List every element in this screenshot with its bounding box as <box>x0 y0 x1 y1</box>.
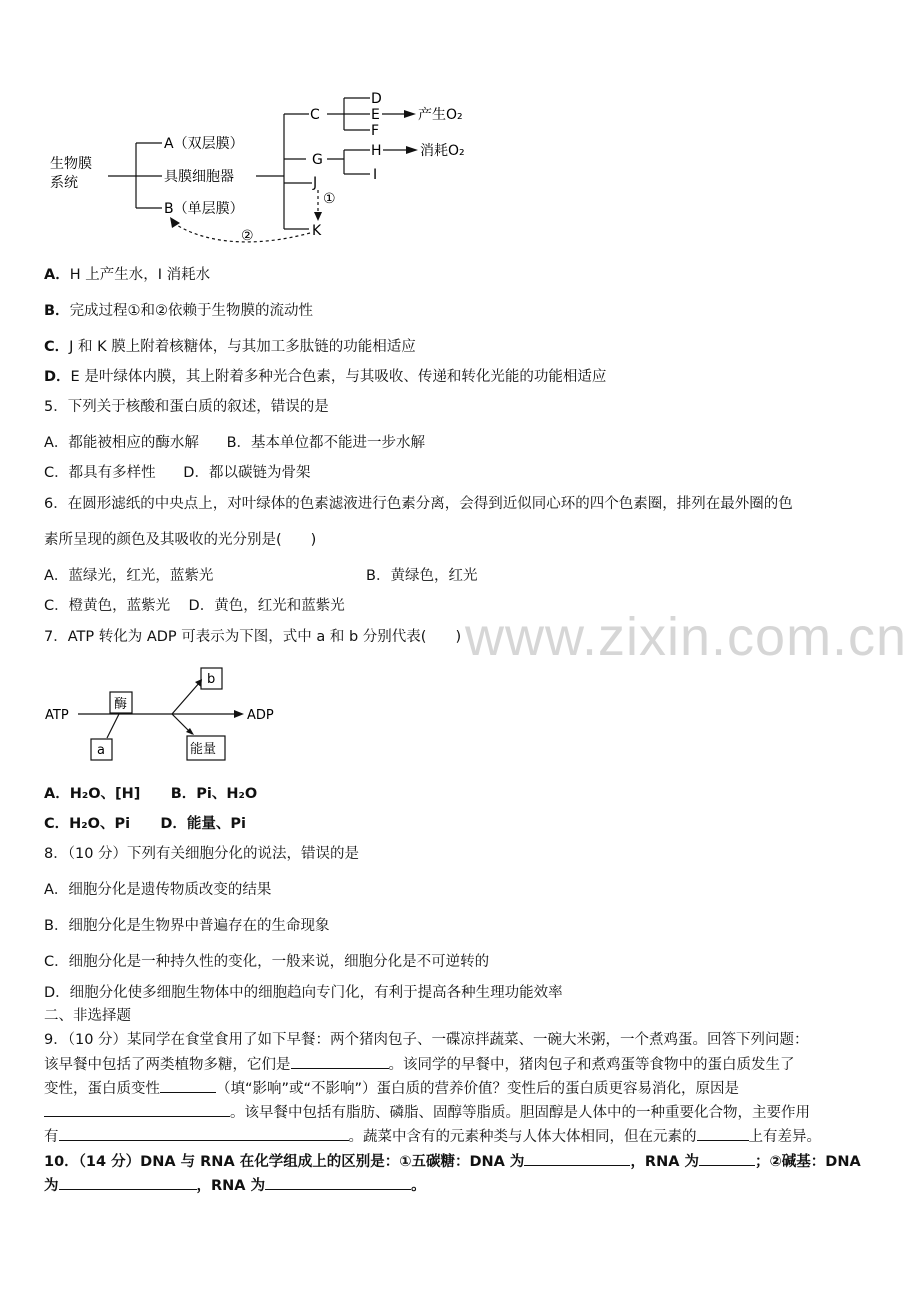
biomembrane-diagram <box>44 86 494 251</box>
node-h: H <box>371 143 382 159</box>
energy-label: 能量 <box>190 742 217 757</box>
section-2-heading: 二、非选择题 <box>44 1008 131 1024</box>
blank-cholesterol[interactable] <box>59 1126 349 1141</box>
node-g: G <box>312 152 323 168</box>
q8-stem: 8．（10 分）下列有关细胞分化的说法，错误的是 <box>44 846 360 862</box>
blank-element-content[interactable] <box>697 1126 749 1141</box>
q4-option-a: A．H 上产生水，I 消耗水 <box>44 267 211 283</box>
q9-line-2: 该早餐中包括了两类植物多糖，它们是 。该同学的早餐中，猪肉包子和煮鸡蛋等食物中的蛋白质发生了 <box>44 1054 795 1075</box>
blank-dna-sugar[interactable] <box>524 1151 630 1166</box>
step-2-label: ② <box>241 228 254 244</box>
atp-label: ATP <box>45 708 69 723</box>
node-f: F <box>371 123 380 139</box>
blank-dna-bases[interactable] <box>59 1175 197 1190</box>
atp-diagram <box>44 664 294 769</box>
b-label: b <box>207 672 216 687</box>
q6-option-a: A．蓝绿光，红光，蓝紫光 <box>44 568 214 584</box>
node-b: B（单层膜） <box>164 201 244 217</box>
q8-option-d: D．细胞分化使多细胞生物体中的细胞趋向专门化，有利于提高各种生理功能效率 <box>44 985 563 1001</box>
node-d: D <box>371 91 382 107</box>
q9-line-4: 。该早餐中包括有脂肪、磷脂、固醇等脂质。胆固醇是人体中的一种重要化合物，主要作用 <box>44 1102 810 1123</box>
node-j: J <box>313 175 318 191</box>
q7-options-1: A．H₂O、[H] B．Pi、H₂O <box>44 786 258 802</box>
node-e: E <box>371 107 380 123</box>
q6-option-b: B．黄绿色，红光 <box>366 568 478 584</box>
root-label-line1: 生物膜 <box>50 156 92 172</box>
q5-options-2: C．都具有多样性 D．都以碳链为骨架 <box>44 465 311 481</box>
root-label-line2: 系统 <box>50 175 78 191</box>
node-i: I <box>373 167 378 183</box>
o2-consume-label: 消耗O₂ <box>420 143 465 159</box>
q6-stem-1: 6．在圆形滤纸的中央点上，对叶绿体的色素滤液进行色素分离，会得到近似同心环的四个色素圈，排列在最外圈的色 <box>44 496 793 512</box>
q4-option-c: C．J 和 K 膜上附着核糖体，与其加工多肽链的功能相适应 <box>44 339 416 355</box>
q7-stem: 7．ATP 转化为 ADP 可表示为下图，式中 a 和 b 分别代表( ) <box>44 629 462 645</box>
q7-options-2: C．H₂O、Pi D．能量、Pi <box>44 816 246 832</box>
q9-line-1: 9．（10 分）某同学在食堂食用了如下早餐：两个猪肉包子、一碟凉拌蔬菜、一碗大米粥，一个煮鸡蛋。回答下列问题： <box>44 1032 809 1048</box>
q9-line-3: 变性，蛋白质变性 （填“影响”或“不影响”）蛋白质的营养价值？变性后的蛋白质更容易消化，原因是 <box>44 1078 739 1099</box>
q4-option-b: B．完成过程①和②依赖于生物膜的流动性 <box>44 303 314 319</box>
blank-affect[interactable] <box>160 1078 216 1093</box>
q9-line-5: 有 。蔬菜中含有的元素种类与人体大体相同，但在元素的 上有差异。 <box>44 1126 821 1147</box>
q5-options-1: A．都能被相应的酶水解 B．基本单位都不能进一步水解 <box>44 435 426 451</box>
enzyme-label: 酶 <box>114 697 128 712</box>
node-k: K <box>312 223 322 239</box>
adp-label: ADP <box>247 708 274 723</box>
o2-produce-label: 产生O₂ <box>418 107 463 123</box>
watermark: www.zixin.com.cn <box>465 607 908 667</box>
q6-stem-2: 素所呈现的颜色及其吸收的光分别是( ) <box>44 532 317 548</box>
q5-stem: 5．下列关于核酸和蛋白质的叙述，错误的是 <box>44 399 329 415</box>
q8-option-a: A．细胞分化是遗传物质改变的结果 <box>44 882 272 898</box>
blank-polysaccharides[interactable] <box>291 1054 389 1069</box>
q10-line-2: 为 ，RNA 为 。 <box>44 1175 426 1196</box>
a-label: a <box>97 743 105 758</box>
q8-option-c: C．细胞分化是一种持久性的变化，一般来说，细胞分化是不可逆转的 <box>44 954 490 970</box>
q10-line-1: 10．（14 分）DNA 与 RNA 在化学组成上的区别是：①五碳糖：DNA 为 ，RNA 为 ；②碱基：DNA <box>44 1151 861 1172</box>
node-a: A（双层膜） <box>164 136 244 152</box>
blank-reason[interactable] <box>44 1102 230 1117</box>
node-c: C <box>310 107 320 123</box>
blank-rna-bases[interactable] <box>265 1175 411 1190</box>
blank-rna-sugar[interactable] <box>699 1151 755 1166</box>
node-organelle: 具膜细胞器 <box>164 169 234 185</box>
q8-option-b: B．细胞分化是生物界中普遍存在的生命现象 <box>44 918 330 934</box>
step-1-label: ① <box>323 191 336 207</box>
q6-options-2: C．橙黄色，蓝紫光 D．黄色，红光和蓝紫光 <box>44 598 345 614</box>
q4-option-d: D．E 是叶绿体内膜，其上附着多种光合色素，与其吸收、传递和转化光能的功能相适应 <box>44 369 607 385</box>
